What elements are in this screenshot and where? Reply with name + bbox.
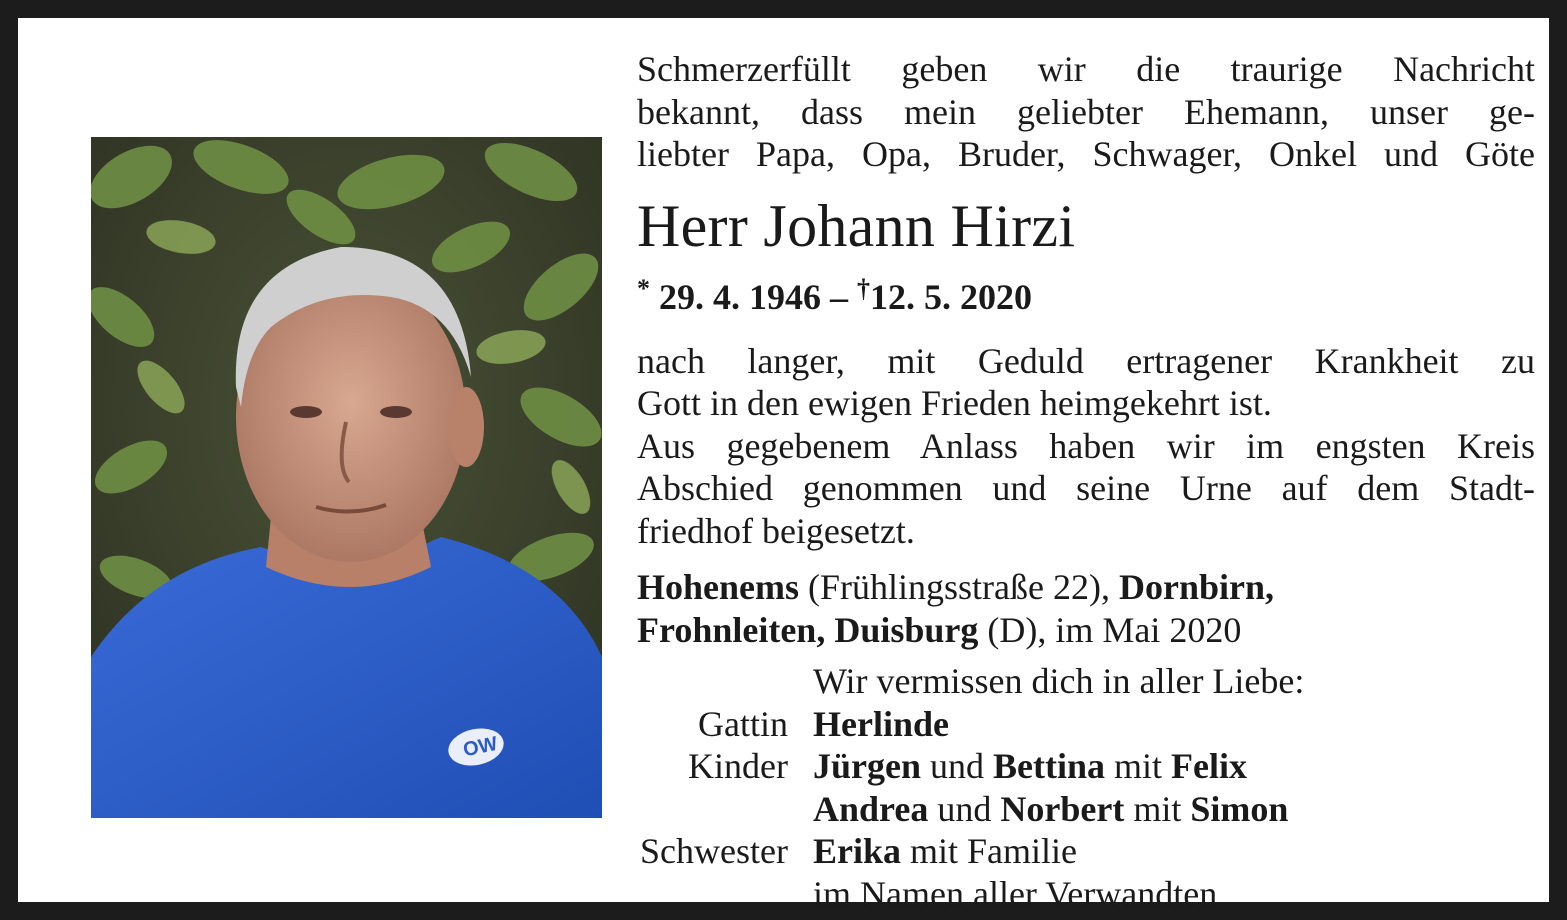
message-paragraph [637,340,1535,553]
place-city: Duisburg [834,609,979,650]
birth-date: 29. 4. 1946 [659,276,821,317]
family-heading-row [637,660,1535,703]
family-connector: und [928,788,1001,829]
date-dash: – [830,276,848,317]
family-row [637,830,1535,873]
intro-line: Schmerzerfüllt geben wir die traurige Nachricht [637,49,1535,89]
family-connector: mit [1124,788,1191,829]
place-city: Dornbirn, [1118,567,1274,607]
birth-mark: * [637,273,650,303]
family-names [813,745,1535,788]
family-connector: mit Familie [901,831,1078,871]
portrait-image [91,137,602,818]
family-role [637,873,813,916]
message-line: friedhof beigesetzt. [637,510,915,551]
message-line: Gott in den ewigen Frieden heimgekehrt ist. [637,383,1272,423]
family-names [813,830,1535,873]
family-member-name: Erika [813,831,902,871]
family-member-name: Norbert [1000,788,1125,829]
family-member-name: Felix [1171,746,1247,786]
deceased-name: Herr Johann Hirzi [637,192,1076,259]
place-and-date [637,566,1535,651]
place-address: (Frühlingsstraße 22), [808,567,1110,607]
portrait-photo [91,137,602,818]
intro-line: bekannt, dass mein geliebter Ehemann, unser ge- [637,91,1535,132]
intro-paragraph [637,48,1535,176]
family-names [813,788,1535,831]
place-country-date: (D), im Mai 2020 [987,609,1242,650]
family-row [637,873,1535,916]
family-role [637,788,813,831]
message-line: nach langer, mit Geduld ertragener Krankheit zu [637,340,1535,381]
death-date: 12. 5. 2020 [870,276,1032,317]
family-member-name: Simon [1190,788,1289,829]
family-connector: im Namen aller Verwandten [813,873,1218,914]
family-row [637,745,1535,788]
message-line: Aus gegebenem Anlass haben wir im engsten Kreis [637,425,1535,466]
message-line: Abschied genommen und seine Urne auf dem Stadt- [637,468,1535,508]
family-names [813,873,1535,916]
family-role: Kinder [688,746,788,786]
notice-text [637,48,1535,651]
family-member-name: Andrea [813,788,929,829]
place-city: Frohnleiten, [637,609,826,650]
family-role: Schwester [640,831,788,871]
life-dates [637,266,1535,320]
family-connector: mit [1105,746,1172,786]
family-member-name: Herlinde [813,703,949,744]
family-role: Gattin [698,703,788,744]
shirt-logo: OW [461,732,500,762]
family-heading: Wir vermissen dich in aller Liebe: [813,661,1305,701]
family-member-name: Bettina [993,746,1105,786]
place-city: Hohenems [637,567,799,607]
family-connector: und [921,746,993,786]
intro-line: liebter Papa, Opa, Bruder, Schwager, Onkel und Göte [637,134,1535,174]
family-names [813,703,1535,746]
family-member-name: Jürgen [813,746,921,786]
family-row [637,788,1535,831]
family-row [637,703,1535,746]
family-list [637,660,1535,915]
death-mark: † [857,273,870,303]
